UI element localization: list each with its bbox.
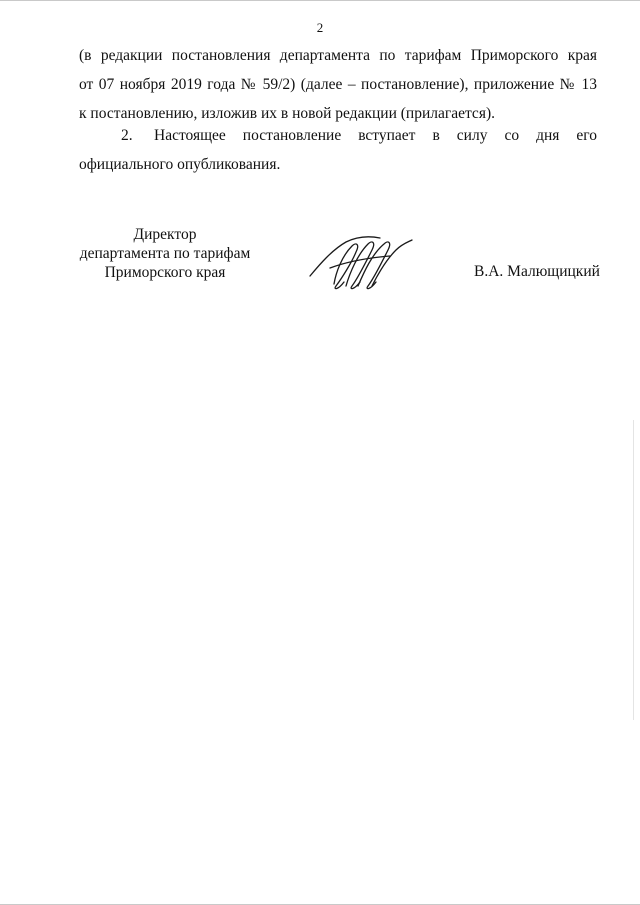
handwritten-signature <box>306 228 416 300</box>
page-number: 2 <box>316 20 324 35</box>
signatory-title-line-1: Директор <box>133 226 197 243</box>
paragraph-2 <box>79 121 597 179</box>
signatory-title-line-2: департамента по тарифам <box>79 245 251 262</box>
paragraph-1 <box>79 41 597 128</box>
signatory-title-line-3: Приморского края <box>104 264 226 281</box>
paragraph-2-number: 2. <box>121 127 133 144</box>
signatory-title <box>76 225 254 282</box>
paragraph-1-line-3: к постановлению, изложив их в новой редакции (прилагается). <box>79 105 495 122</box>
paragraph-1-line-1: (в редакции постановления департамента по тарифам Приморского края <box>79 47 597 64</box>
scan-top-edge <box>0 0 640 1</box>
paragraph-1-line-2: от 07 ноября 2019 года № 59/2) (далее – постановление), приложение № 13 <box>79 76 597 93</box>
scan-right-edge <box>633 420 634 720</box>
paragraph-2-text: Настоящее постановление вступает в силу со дня его официального опубликования. <box>79 127 597 173</box>
signer-name: В.А. Малющицкий <box>474 263 600 280</box>
